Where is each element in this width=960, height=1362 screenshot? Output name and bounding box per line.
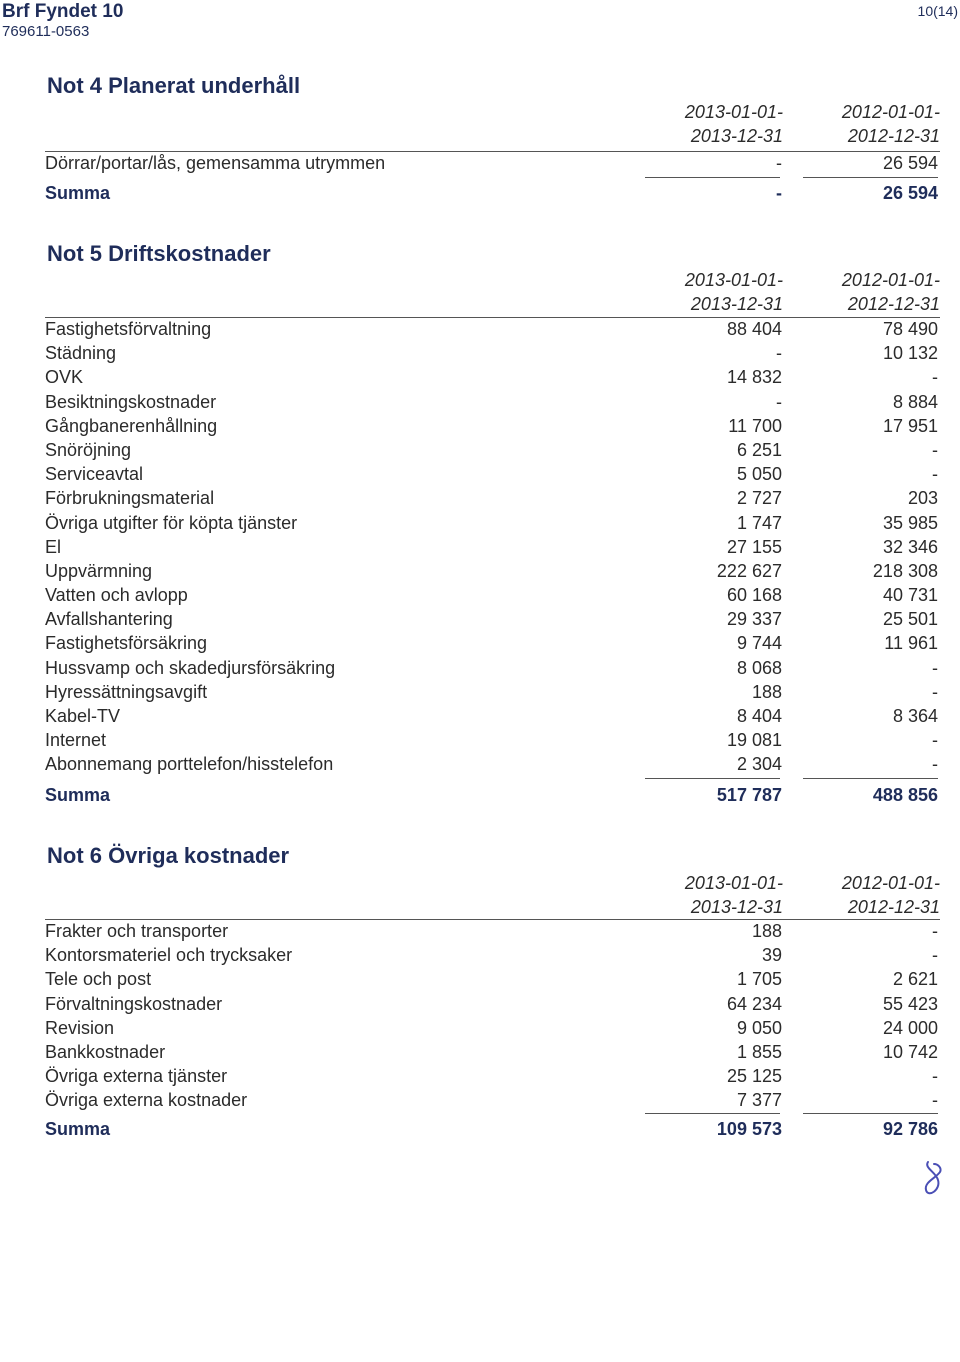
row-current: 9 050 bbox=[736, 1017, 782, 1038]
note-6-title: Not 6 Övriga kostnader bbox=[47, 843, 290, 868]
table-row bbox=[45, 365, 940, 389]
row-previous: 10 742 bbox=[882, 1041, 938, 1062]
note-6-section bbox=[45, 843, 940, 1148]
row-current: 88 404 bbox=[726, 319, 782, 339]
table-row bbox=[45, 992, 940, 1016]
row-previous: 40 731 bbox=[882, 585, 938, 606]
row-current: 9 744 bbox=[736, 633, 782, 654]
period-end: 2013-12-31 bbox=[690, 294, 783, 314]
row-previous: 203 bbox=[907, 488, 938, 509]
row-label: Hyressättningsavgift bbox=[45, 681, 208, 702]
row-previous: - bbox=[932, 730, 938, 751]
subtotal-rule-current bbox=[645, 1113, 780, 1114]
row-label: Uppvärmning bbox=[45, 560, 153, 581]
table-row bbox=[45, 1064, 940, 1088]
row-previous: 78 490 bbox=[882, 319, 938, 339]
organization-number: 769611-0563 bbox=[2, 23, 90, 40]
row-previous: - bbox=[932, 464, 938, 485]
row-label: Fastighetsförvaltning bbox=[45, 319, 212, 339]
row-current: 1 705 bbox=[736, 969, 782, 990]
note-5-rows bbox=[45, 317, 940, 777]
table-row bbox=[45, 511, 940, 535]
note-5-section bbox=[45, 241, 940, 811]
row-current: - bbox=[776, 343, 782, 364]
period-start: 2013-01-01- bbox=[684, 270, 783, 290]
row-current: 64 234 bbox=[726, 993, 782, 1014]
row-label: Gångbanerenhållning bbox=[45, 415, 218, 436]
row-label: Hussvamp och skadedjursförsäkring bbox=[45, 657, 336, 678]
row-previous: 2 621 bbox=[892, 969, 938, 990]
row-current: 19 081 bbox=[726, 730, 782, 751]
row-current: 27 155 bbox=[726, 536, 782, 557]
table-row bbox=[45, 535, 940, 559]
table-row bbox=[45, 752, 940, 776]
row-previous: 8 884 bbox=[892, 391, 938, 412]
row-label: Revision bbox=[45, 1017, 115, 1038]
row-previous: 35 985 bbox=[882, 512, 938, 533]
row-label: Förbrukningsmaterial bbox=[45, 488, 215, 509]
row-previous: 8 364 bbox=[892, 706, 938, 726]
row-previous: 24 000 bbox=[882, 1017, 938, 1038]
row-current: 25 125 bbox=[726, 1066, 782, 1087]
note-5-sum-row bbox=[45, 783, 940, 807]
table-row bbox=[45, 462, 940, 486]
period-start: 2013-01-01- bbox=[684, 873, 783, 893]
page-number: 10(14) bbox=[917, 3, 958, 19]
table-row bbox=[45, 943, 940, 967]
row-label: Dörrar/portar/lås, gemensamma utrymmen bbox=[45, 153, 386, 173]
row-label: Frakter och transporter bbox=[45, 921, 229, 941]
table-row bbox=[45, 438, 940, 462]
table-row bbox=[45, 704, 940, 728]
row-previous: 218 308 bbox=[872, 560, 938, 581]
table-row bbox=[45, 559, 940, 583]
table-row bbox=[45, 486, 940, 510]
organization-name: Brf Fyndet 10 bbox=[2, 1, 124, 22]
note-6-period-current bbox=[623, 871, 783, 919]
row-previous: - bbox=[932, 439, 938, 460]
note-4-rows bbox=[45, 151, 940, 175]
note-4-section bbox=[45, 73, 940, 213]
row-label: Internet bbox=[45, 730, 107, 751]
period-end: 2013-12-31 bbox=[690, 126, 783, 146]
row-current: 188 bbox=[751, 921, 782, 941]
period-start: 2012-01-01- bbox=[841, 873, 940, 893]
table-row bbox=[45, 317, 940, 341]
period-end: 2013-12-31 bbox=[690, 897, 783, 917]
subtotal-rule-previous bbox=[803, 177, 938, 178]
handwritten-initial-mark bbox=[918, 1158, 954, 1204]
sum-previous: 488 856 bbox=[872, 785, 938, 805]
row-label: Kabel-TV bbox=[45, 706, 121, 726]
row-label: Avfallshantering bbox=[45, 609, 173, 630]
note-5-title: Not 5 Driftskostnader bbox=[47, 241, 271, 266]
subtotal-rule-previous bbox=[803, 778, 938, 779]
period-start: 2012-01-01- bbox=[841, 270, 940, 290]
table-row bbox=[45, 390, 940, 414]
row-previous: - bbox=[932, 945, 938, 966]
note-6-sum-row bbox=[45, 1117, 940, 1141]
table-row bbox=[45, 728, 940, 752]
row-label: Tele och post bbox=[45, 969, 152, 990]
row-label: Övriga externa tjänster bbox=[45, 1066, 228, 1087]
table-row bbox=[45, 1016, 940, 1040]
note-4-title: Not 4 Planerat underhåll bbox=[47, 73, 301, 98]
row-current: 14 832 bbox=[726, 367, 782, 388]
table-row bbox=[45, 656, 940, 680]
table-row bbox=[45, 607, 940, 631]
row-previous: - bbox=[932, 657, 938, 678]
table-row bbox=[45, 1088, 940, 1112]
row-previous: - bbox=[932, 367, 938, 388]
row-current: 39 bbox=[761, 945, 782, 966]
row-current: - bbox=[776, 153, 782, 173]
row-previous: 17 951 bbox=[882, 415, 938, 436]
row-label: Serviceavtal bbox=[45, 464, 144, 485]
table-row bbox=[45, 680, 940, 704]
row-label: Städning bbox=[45, 343, 117, 364]
note-5-period-previous bbox=[780, 268, 940, 316]
row-previous: 55 423 bbox=[882, 993, 938, 1014]
table-row bbox=[45, 919, 940, 943]
table-row bbox=[45, 1040, 940, 1064]
row-current: 2 727 bbox=[736, 488, 782, 509]
note-4-sum-row bbox=[45, 181, 940, 205]
table-row bbox=[45, 583, 940, 607]
row-label: Fastighetsförsäkring bbox=[45, 633, 208, 654]
row-current: 5 050 bbox=[736, 464, 782, 485]
period-end: 2012-12-31 bbox=[847, 897, 940, 917]
row-current: 11 700 bbox=[728, 415, 782, 436]
table-row bbox=[45, 967, 940, 991]
row-current: 188 bbox=[751, 681, 782, 702]
row-previous: 32 346 bbox=[882, 536, 938, 557]
row-current: 1 855 bbox=[736, 1041, 782, 1062]
sum-previous: 26 594 bbox=[882, 183, 938, 203]
row-previous: 11 961 bbox=[884, 633, 938, 654]
table-row bbox=[45, 414, 940, 438]
sum-label: Summa bbox=[45, 183, 111, 203]
note-5-period-current bbox=[623, 268, 783, 316]
row-current: 60 168 bbox=[726, 585, 782, 606]
row-label: Förvaltningskostnader bbox=[45, 993, 223, 1014]
row-current: - bbox=[776, 391, 782, 412]
sum-current: 517 787 bbox=[716, 785, 782, 805]
period-start: 2013-01-01- bbox=[684, 102, 783, 122]
row-previous: - bbox=[932, 1090, 938, 1111]
row-current: 1 747 bbox=[736, 512, 782, 533]
note-6-period-previous bbox=[780, 871, 940, 919]
row-previous: - bbox=[932, 1066, 938, 1087]
note-6-rows bbox=[45, 919, 940, 1113]
row-current: 7 377 bbox=[736, 1090, 782, 1111]
table-row bbox=[45, 631, 940, 655]
row-label: Kontorsmateriel och trycksaker bbox=[45, 945, 293, 966]
row-previous: 26 594 bbox=[882, 153, 938, 173]
note-4-period-previous bbox=[780, 100, 940, 148]
row-previous: - bbox=[932, 681, 938, 702]
sum-label: Summa bbox=[45, 785, 111, 805]
row-label: Övriga externa kostnader bbox=[45, 1090, 248, 1111]
row-label: Vatten och avlopp bbox=[45, 585, 188, 606]
table-row bbox=[45, 151, 940, 175]
row-current: 8 404 bbox=[736, 706, 782, 726]
row-label: Övriga utgifter för köpta tjänster bbox=[45, 512, 298, 533]
row-current: 6 251 bbox=[736, 439, 782, 460]
row-current: 29 337 bbox=[726, 609, 782, 630]
sum-current: - bbox=[776, 183, 782, 203]
row-label: El bbox=[45, 536, 62, 557]
table-row bbox=[45, 341, 940, 365]
row-label: Besiktningskostnader bbox=[45, 391, 217, 412]
note-4-period-current bbox=[623, 100, 783, 148]
row-label: Snöröjning bbox=[45, 439, 132, 460]
row-label: Bankkostnader bbox=[45, 1041, 166, 1062]
row-current: 222 627 bbox=[716, 560, 782, 581]
row-label: OVK bbox=[45, 367, 84, 388]
sum-previous: 92 786 bbox=[882, 1119, 938, 1139]
subtotal-rule-previous bbox=[803, 1113, 938, 1114]
sum-label: Summa bbox=[45, 1119, 111, 1139]
subtotal-rule-current bbox=[645, 778, 780, 779]
sum-current: 109 573 bbox=[716, 1119, 782, 1139]
row-previous: 10 132 bbox=[882, 343, 938, 364]
period-end: 2012-12-31 bbox=[847, 126, 940, 146]
period-start: 2012-01-01- bbox=[841, 102, 940, 122]
row-previous: - bbox=[932, 754, 938, 775]
row-label: Abonnemang porttelefon/hisstelefon bbox=[45, 754, 334, 775]
row-current: 8 068 bbox=[736, 657, 782, 678]
row-current: 2 304 bbox=[736, 754, 782, 775]
subtotal-rule-current bbox=[645, 177, 780, 178]
row-previous: - bbox=[932, 921, 938, 941]
period-end: 2012-12-31 bbox=[847, 294, 940, 314]
row-previous: 25 501 bbox=[882, 609, 938, 630]
